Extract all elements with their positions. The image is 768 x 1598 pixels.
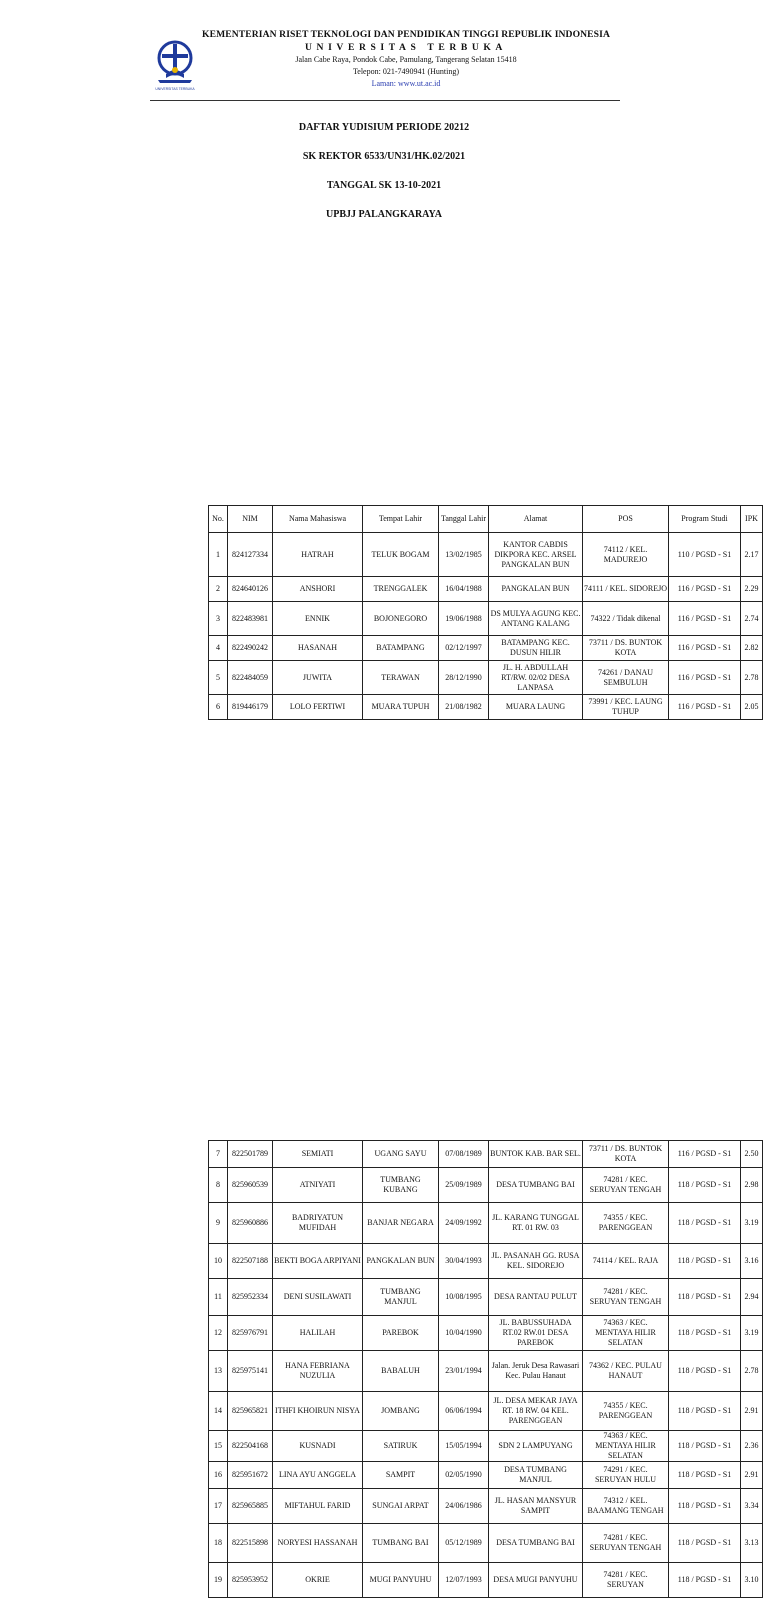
cell-student-name: LOLO FERTIWI [273, 695, 363, 720]
cell-study-program: 116 / PGSD - S1 [669, 636, 741, 661]
cell-nim: 825965885 [228, 1489, 273, 1524]
cell-row-number: 15 [209, 1431, 228, 1462]
cell-row-number: 2 [209, 577, 228, 602]
cell-postal: 74281 / KEC. SERUYAN TENGAH [583, 1524, 669, 1563]
column-header: Tanggal Lahir [439, 506, 489, 533]
cell-postal: 73711 / DS. BUNTOK KOTA [583, 636, 669, 661]
cell-birth-date: 15/05/1994 [439, 1431, 489, 1462]
cell-birth-date: 06/06/1994 [439, 1392, 489, 1431]
cell-postal: 73991 / KEC. LAUNG TUHUP [583, 695, 669, 720]
cell-address: MUARA LAUNG [489, 695, 583, 720]
cell-birth-place: TUMBANG BAI [363, 1524, 439, 1563]
cell-study-program: 116 / PGSD - S1 [669, 661, 741, 695]
cell-birth-place: BABALUH [363, 1351, 439, 1392]
cell-row-number: 19 [209, 1563, 228, 1598]
cell-nim: 822483981 [228, 602, 273, 636]
decree-title: SK REKTOR 6533/UN31/HK.02/2021 [302, 151, 466, 162]
cell-nim: 822490242 [228, 636, 273, 661]
date-title: TANGGAL SK 13-10-2021 [326, 180, 442, 191]
table-row [209, 1392, 763, 1431]
cell-birth-place: PAREBOK [363, 1316, 439, 1351]
letterhead [150, 28, 622, 102]
cell-row-number: 3 [209, 602, 228, 636]
cell-row-number: 18 [209, 1524, 228, 1563]
letterhead-text [190, 28, 622, 90]
cell-birth-place: TERAWAN [363, 661, 439, 695]
cell-row-number: 9 [209, 1203, 228, 1244]
cell-address: JL. H. ABDULLAH RT/RW. 02/02 DESA LANPASA [489, 661, 583, 695]
graduates-table-page-2 [208, 1140, 763, 1598]
cell-postal: 74355 / KEC. PARENGGEAN [583, 1203, 669, 1244]
period-title: DAFTAR YUDISIUM PERIODE 20212 [298, 122, 470, 133]
cell-nim: 825960539 [228, 1168, 273, 1203]
table-row [209, 1168, 763, 1203]
cell-gpa: 2.78 [741, 1351, 763, 1392]
cell-student-name: NORYESI HASSANAH [273, 1524, 363, 1563]
table-row [209, 1141, 763, 1168]
cell-address: JL. PASANAH GG. RUSA KEL. SIDOREJO [489, 1244, 583, 1279]
cell-study-program: 118 / PGSD - S1 [669, 1431, 741, 1462]
cell-birth-date: 30/04/1993 [439, 1244, 489, 1279]
cell-birth-date: 05/12/1989 [439, 1524, 489, 1563]
cell-birth-place: JOMBANG [363, 1392, 439, 1431]
cell-nim: 825976791 [228, 1316, 273, 1351]
cell-postal: 74111 / KEL. SIDOREJO [583, 577, 669, 602]
cell-student-name: JUWITA [273, 661, 363, 695]
cell-row-number: 10 [209, 1244, 228, 1279]
cell-birth-date: 13/02/1985 [439, 533, 489, 577]
cell-study-program: 116 / PGSD - S1 [669, 602, 741, 636]
cell-postal: 74114 / KEL. RAJA [583, 1244, 669, 1279]
cell-birth-date: 28/12/1990 [439, 661, 489, 695]
cell-birth-place: TUMBANG MANJUL [363, 1279, 439, 1316]
cell-nim: 825965821 [228, 1392, 273, 1431]
column-header: Nama Mahasiswa [273, 506, 363, 533]
cell-address: BATAMPANG KEC. DUSUN HILIR [489, 636, 583, 661]
cell-study-program: 118 / PGSD - S1 [669, 1392, 741, 1431]
cell-birth-date: 16/04/1988 [439, 577, 489, 602]
cell-student-name: ITHFI KHOIRUN NISYA [273, 1392, 363, 1431]
cell-student-name: OKRIE [273, 1563, 363, 1598]
cell-birth-date: 10/08/1995 [439, 1279, 489, 1316]
cell-nim: 822515898 [228, 1524, 273, 1563]
cell-row-number: 6 [209, 695, 228, 720]
cell-birth-place: BATAMPANG [363, 636, 439, 661]
table-row [209, 1203, 763, 1244]
cell-birth-date: 24/09/1992 [439, 1203, 489, 1244]
cell-gpa: 3.34 [741, 1489, 763, 1524]
address: Jalan Cabe Raya, Pondok Cabe, Pamulang, Tangerang Selatan 15418 [295, 55, 517, 64]
table-row [209, 1563, 763, 1598]
cell-student-name: HATRAH [273, 533, 363, 577]
table-row [209, 1316, 763, 1351]
cell-nim: 824127334 [228, 533, 273, 577]
cell-postal: 74281 / KEC. SERUYAN TENGAH [583, 1168, 669, 1203]
cell-birth-place: TRENGGALEK [363, 577, 439, 602]
cell-nim: 822507188 [228, 1244, 273, 1279]
cell-birth-place: UGANG SAYU [363, 1141, 439, 1168]
cell-birth-date: 23/01/1994 [439, 1351, 489, 1392]
table-row [209, 1489, 763, 1524]
cell-gpa: 2.82 [741, 636, 763, 661]
cell-address: DESA MUGI PANYUHU [489, 1563, 583, 1598]
cell-student-name: ANSHORI [273, 577, 363, 602]
cell-gpa: 3.10 [741, 1563, 763, 1598]
cell-address: JL. KARANG TUNGGAL RT. 01 RW. 03 [489, 1203, 583, 1244]
cell-birth-place: SAMPIT [363, 1462, 439, 1489]
cell-gpa: 2.29 [741, 577, 763, 602]
cell-gpa: 3.13 [741, 1524, 763, 1563]
cell-postal: 74112 / KEL. MADUREJO [583, 533, 669, 577]
cell-student-name: HANA FEBRIANA NUZULIA [273, 1351, 363, 1392]
cell-address: DESA TUMBANG BAI [489, 1524, 583, 1563]
column-header: NIM [228, 506, 273, 533]
unit-title: UPBJJ PALANGKARAYA [325, 209, 443, 220]
cell-nim: 824640126 [228, 577, 273, 602]
cell-gpa: 3.19 [741, 1316, 763, 1351]
cell-row-number: 7 [209, 1141, 228, 1168]
cell-postal: 74363 / KEC. MENTAYA HILIR SELATAN [583, 1316, 669, 1351]
cell-study-program: 118 / PGSD - S1 [669, 1279, 741, 1316]
cell-postal: 74281 / KEC. SERUYAN TENGAH [583, 1279, 669, 1316]
cell-row-number: 17 [209, 1489, 228, 1524]
cell-gpa: 2.78 [741, 661, 763, 695]
column-header: No. [209, 506, 228, 533]
cell-gpa: 2.36 [741, 1431, 763, 1462]
table-row [209, 1279, 763, 1316]
cell-study-program: 116 / PGSD - S1 [669, 577, 741, 602]
cell-gpa: 2.91 [741, 1462, 763, 1489]
cell-student-name: KUSNADI [273, 1431, 363, 1462]
cell-address: SDN 2 LAMPUYANG [489, 1431, 583, 1462]
column-header: Program Studi [669, 506, 741, 533]
cell-birth-place: BANJAR NEGARA [363, 1203, 439, 1244]
cell-birth-date: 25/09/1989 [439, 1168, 489, 1203]
cell-study-program: 118 / PGSD - S1 [669, 1316, 741, 1351]
cell-postal: 74261 / DANAU SEMBULUH [583, 661, 669, 695]
cell-student-name: BADRIYATUN MUFIDAH [273, 1203, 363, 1244]
cell-study-program: 110 / PGSD - S1 [669, 533, 741, 577]
cell-student-name: LINA AYU ANGGELA [273, 1462, 363, 1489]
cell-address: DESA TUMBANG BAI [489, 1168, 583, 1203]
cell-birth-date: 19/06/1988 [439, 602, 489, 636]
cell-nim: 822484059 [228, 661, 273, 695]
document-titles [0, 118, 768, 234]
table-page-1-wrapper [100, 250, 759, 716]
cell-study-program: 118 / PGSD - S1 [669, 1244, 741, 1279]
cell-postal: 74355 / KEC. PARENGGEAN [583, 1392, 669, 1431]
cell-study-program: 118 / PGSD - S1 [669, 1462, 741, 1489]
cell-student-name: DENI SUSILAWATI [273, 1279, 363, 1316]
cell-birth-date: 10/04/1990 [439, 1316, 489, 1351]
column-header: POS [583, 506, 669, 533]
cell-birth-date: 07/08/1989 [439, 1141, 489, 1168]
cell-row-number: 16 [209, 1462, 228, 1489]
cell-birth-place: BOJONEGORO [363, 602, 439, 636]
table-row [209, 1431, 763, 1462]
cell-study-program: 116 / PGSD - S1 [669, 695, 741, 720]
table-row [209, 1524, 763, 1563]
cell-postal: 74322 / Tidak dikenal [583, 602, 669, 636]
cell-gpa: 2.98 [741, 1168, 763, 1203]
cell-row-number: 12 [209, 1316, 228, 1351]
cell-birth-place: TELUK BOGAM [363, 533, 439, 577]
cell-address: Jalan. Jeruk Desa Rawasari Kec. Pulau Hanaut [489, 1351, 583, 1392]
cell-birth-place: SATIRUK [363, 1431, 439, 1462]
cell-address: PANGKALAN BUN [489, 577, 583, 602]
cell-address: DS MULYA AGUNG KEC. ANTANG KALANG [489, 602, 583, 636]
cell-gpa: 3.16 [741, 1244, 763, 1279]
cell-gpa: 3.19 [741, 1203, 763, 1244]
cell-student-name: HASANAH [273, 636, 363, 661]
cell-gpa: 2.74 [741, 602, 763, 636]
cell-address: JL. DESA MEKAR JAYA RT. 18 RW. 04 KEL. PARENGGEAN [489, 1392, 583, 1431]
cell-postal: 73711 / DS. BUNTOK KOTA [583, 1141, 669, 1168]
cell-nim: 822504168 [228, 1431, 273, 1462]
cell-birth-place: PANGKALAN BUN [363, 1244, 439, 1279]
cell-nim: 819446179 [228, 695, 273, 720]
cell-row-number: 4 [209, 636, 228, 661]
cell-student-name: MIFTAHUL FARID [273, 1489, 363, 1524]
cell-birth-place: MUGI PANYUHU [363, 1563, 439, 1598]
cell-nim: 825960886 [228, 1203, 273, 1244]
cell-birth-date: 24/06/1986 [439, 1489, 489, 1524]
cell-study-program: 118 / PGSD - S1 [669, 1203, 741, 1244]
cell-gpa: 2.91 [741, 1392, 763, 1431]
cell-birth-date: 21/08/1982 [439, 695, 489, 720]
cell-study-program: 118 / PGSD - S1 [669, 1351, 741, 1392]
cell-birth-date: 02/05/1990 [439, 1462, 489, 1489]
cell-study-program: 116 / PGSD - S1 [669, 1141, 741, 1168]
logo-caption: UNIVERSITAS TERBUKA [155, 87, 195, 91]
cell-address: JL. HASAN MANSYUR SAMPIT [489, 1489, 583, 1524]
cell-postal: 74363 / KEC. MENTAYA HILIR SELATAN [583, 1431, 669, 1462]
phone: Telepon: 021-7490941 (Hunting) [352, 67, 460, 76]
column-header: IPK [741, 506, 763, 533]
cell-gpa: 2.50 [741, 1141, 763, 1168]
cell-address: DESA RANTAU PULUT [489, 1279, 583, 1316]
cell-nim: 825953952 [228, 1563, 273, 1598]
cell-student-name: HALILAH [273, 1316, 363, 1351]
column-header: Alamat [489, 506, 583, 533]
cell-birth-place: MUARA TUPUH [363, 695, 439, 720]
table-row [209, 1351, 763, 1392]
cell-study-program: 118 / PGSD - S1 [669, 1563, 741, 1598]
cell-address: DESA TUMBANG MANJUL [489, 1462, 583, 1489]
cell-nim: 825975141 [228, 1351, 273, 1392]
cell-row-number: 8 [209, 1168, 228, 1203]
cell-gpa: 2.05 [741, 695, 763, 720]
cell-row-number: 1 [209, 533, 228, 577]
cell-postal: 74281 / KEC. SERUYAN [583, 1563, 669, 1598]
table-row [209, 1462, 763, 1489]
cell-birth-place: TUMBANG KUBANG [363, 1168, 439, 1203]
cell-postal: 74362 / KEC. PULAU HANAUT [583, 1351, 669, 1392]
cell-student-name: ATNIYATI [273, 1168, 363, 1203]
cell-postal: 74312 / KEL. BAAMANG TENGAH [583, 1489, 669, 1524]
cell-gpa: 2.17 [741, 533, 763, 577]
table-header-row [209, 506, 763, 533]
cell-birth-place: SUNGAI ARPAT [363, 1489, 439, 1524]
cell-postal: 74291 / KEC. SERUYAN HULU [583, 1462, 669, 1489]
cell-birth-date: 02/12/1997 [439, 636, 489, 661]
cell-nim: 825951672 [228, 1462, 273, 1489]
ministry-name: KEMENTERIAN RISET TEKNOLOGI DAN PENDIDIKAN TINGGI REPUBLIK INDONESIA [202, 29, 610, 40]
university-name: UNIVERSITAS TERBUKA [305, 42, 507, 53]
website-link[interactable]: Laman: www.ut.ac.id [371, 79, 441, 88]
cell-student-name: ENNIK [273, 602, 363, 636]
cell-student-name: BEKTI BOGA ARPIYANI [273, 1244, 363, 1279]
cell-nim: 822501789 [228, 1141, 273, 1168]
cell-gpa: 2.94 [741, 1279, 763, 1316]
table-row [209, 1244, 763, 1279]
cell-address: BUNTOK KAB. BAR SEL. [489, 1141, 583, 1168]
cell-study-program: 118 / PGSD - S1 [669, 1489, 741, 1524]
cell-row-number: 13 [209, 1351, 228, 1392]
cell-row-number: 11 [209, 1279, 228, 1316]
cell-student-name: SEMIATI [273, 1141, 363, 1168]
cell-address: KANTOR CABDIS DIKPORA KEC. ARSEL PANGKALAN BUN [489, 533, 583, 577]
cell-nim: 825952334 [228, 1279, 273, 1316]
cell-row-number: 5 [209, 661, 228, 695]
header-divider [150, 100, 620, 101]
column-header: Tempat Lahir [363, 506, 439, 533]
cell-row-number: 14 [209, 1392, 228, 1431]
cell-study-program: 118 / PGSD - S1 [669, 1524, 741, 1563]
cell-study-program: 118 / PGSD - S1 [669, 1168, 741, 1203]
cell-birth-date: 12/07/1993 [439, 1563, 489, 1598]
cell-address: JL. BABUSSUHADA RT.02 RW.01 DESA PAREBOK [489, 1316, 583, 1351]
